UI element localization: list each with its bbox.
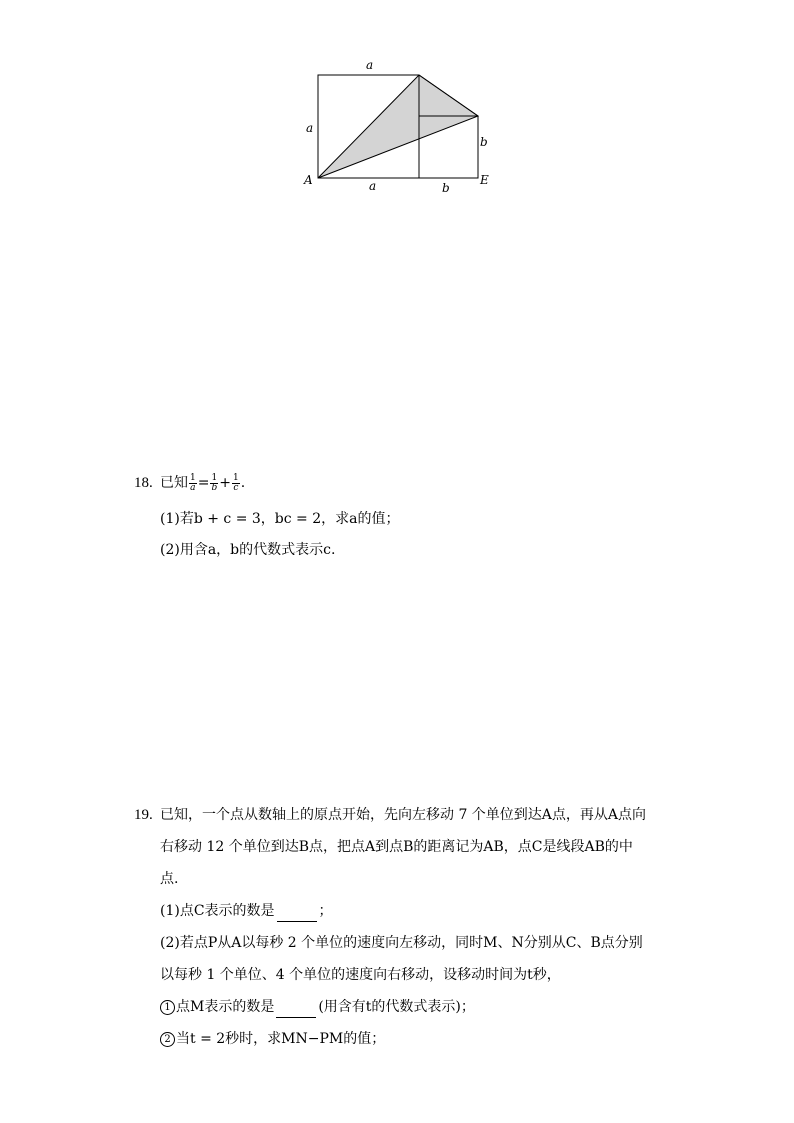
question-18-stem	[160, 472, 245, 494]
answer-blank[interactable]	[276, 1003, 316, 1018]
question-19-part-2-line-2: 以每秒 1 个单位、4 个单位的速度向右移动，设移动时间为t秒，	[160, 967, 561, 983]
stem-end: .	[240, 475, 246, 491]
question-number: 18.	[134, 475, 153, 491]
frac-den: a	[190, 482, 196, 493]
question-19-line-2: 右移动 12 个单位到达B点，把点A到点B的距离记为AB，点C是线段AB的中	[160, 839, 633, 855]
question-19-line-1: 已知，一个点从数轴上的原点开始，先向左移动 7 个单位到达A点，再从A点向	[160, 807, 647, 823]
question-18-part-2: (2)用含a，b的代数式表示c.	[160, 542, 336, 558]
figure-svg	[298, 52, 508, 200]
shaded-triangle	[318, 75, 478, 178]
frac-num: 1	[232, 472, 239, 483]
question-19	[134, 804, 714, 1054]
frac-num: 1	[190, 472, 196, 483]
label-left-a: a	[306, 121, 314, 135]
geometry-figure	[298, 52, 508, 200]
sub-2-text: 当t = 2秒时，求MN−PM的值；	[176, 1031, 386, 1047]
fraction-1-over-c	[232, 474, 240, 493]
question-19-part-2-line-1: (2)若点P从A以每秒 2 个单位的速度向左移动，同时M、N分别从C、B点分别	[160, 935, 643, 951]
sub-1-prefix: 点M表示的数是	[176, 999, 275, 1015]
circled-number-1: 1	[160, 1000, 175, 1015]
question-19-sub-2	[160, 1028, 385, 1050]
circled-number-2: 2	[160, 1032, 175, 1047]
part-1-suffix: ；	[318, 903, 333, 919]
question-19-line-3: 点.	[160, 871, 179, 887]
question-19-sub-1	[160, 996, 475, 1018]
label-bottom-a: a	[369, 179, 377, 193]
label-top-a: a	[366, 58, 374, 72]
frac-den: c	[233, 482, 239, 493]
question-number: 19.	[134, 807, 153, 823]
frac-num: 1	[211, 472, 218, 483]
plus-sign: +	[219, 475, 231, 491]
label-right-b: b	[480, 135, 488, 149]
label-point-E: E	[480, 173, 489, 187]
fraction-1-over-a	[189, 474, 197, 493]
label-point-A: A	[304, 173, 313, 187]
sub-1-suffix: (用含有t的代数式表示)；	[318, 999, 475, 1015]
part-1-prefix: (1)点C表示的数是	[160, 903, 275, 919]
answer-blank[interactable]	[277, 907, 317, 922]
stem-prefix: 已知	[160, 475, 188, 491]
fraction-1-over-b	[210, 474, 218, 493]
question-18	[134, 472, 694, 562]
label-bottom-b: b	[442, 181, 450, 195]
equals-sign: =	[197, 475, 210, 491]
frac-den: b	[211, 482, 218, 493]
question-18-part-1: (1)若b + c = 3，bc = 2，求a的值；	[160, 511, 400, 527]
question-19-part-1	[160, 900, 333, 922]
